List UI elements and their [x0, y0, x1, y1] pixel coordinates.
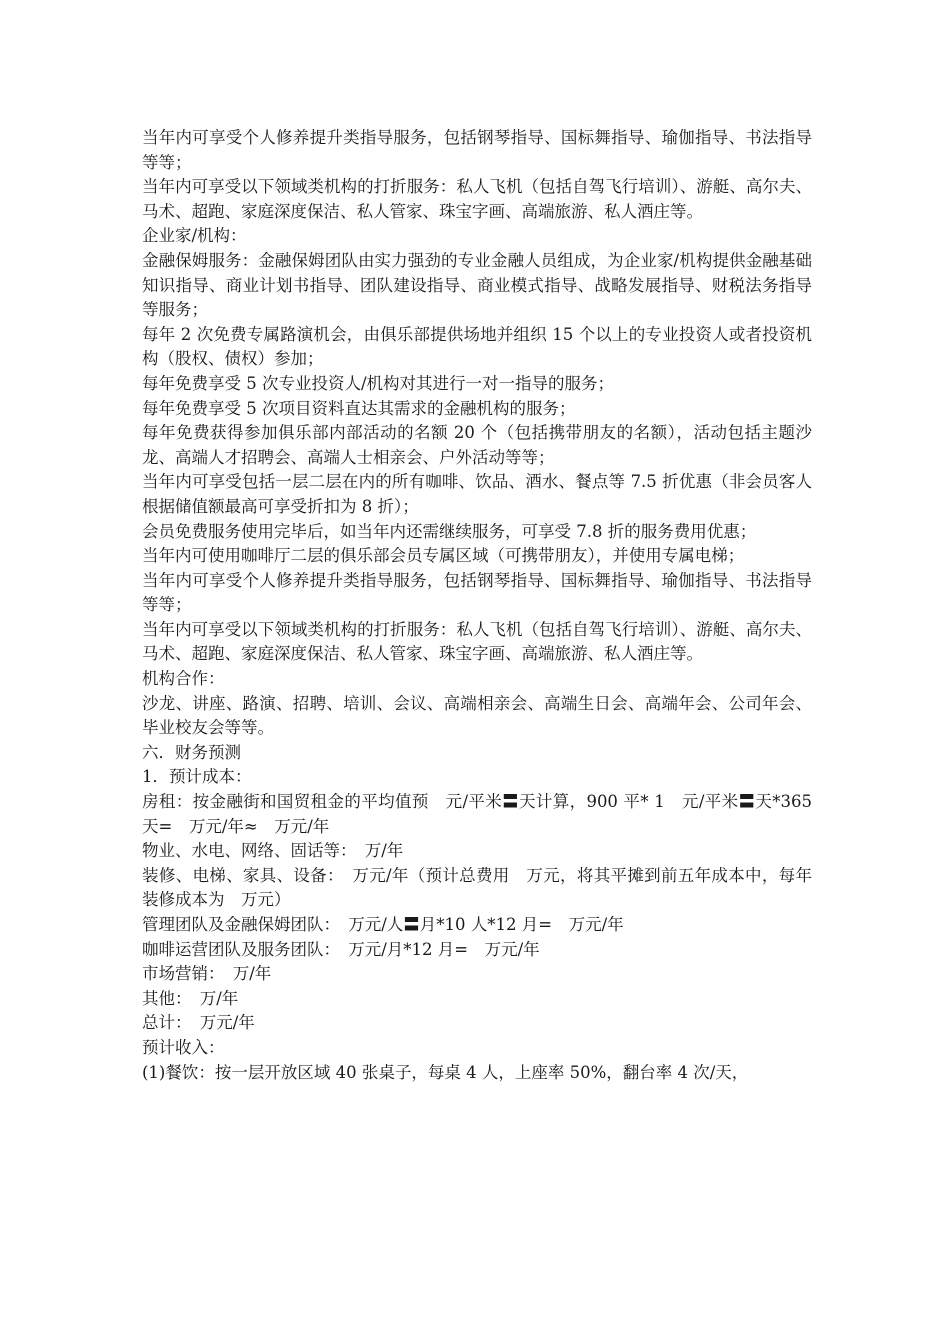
paragraph-project-data: 每年免费享受 5 次项目资料直达其需求的金融机构的服务；: [142, 398, 576, 418]
paragraph-other: 其他： 万/年: [142, 988, 239, 1008]
paragraph-member-area: 当年内可使用咖啡厅二层的俱乐部会员专属区域（可携带朋友），并使用专属电梯；: [142, 546, 745, 566]
paragraph-management-team: 管理团队及金融保姆团队： 万元/人〓月*10 人*12 月= 万元/年: [142, 915, 624, 934]
heading-entrepreneur: 企业家/机构：: [142, 226, 247, 246]
heading-estimated-income: 预计收入：: [142, 1037, 225, 1057]
paragraph-discount-services: 当年内可享受以下领域类机构的打折服务：私人飞机（包括自驾飞行培训）、游艇、高尔夫、马术、超跑、家庭深度保洁、私人管家、珠宝字画、高端旅游、私人酒庄等。: [142, 177, 812, 221]
document-page: [142, 126, 812, 1085]
paragraph-catering: (1)餐饮：按一层开放区域 40 张桌子，每桌 4 人，上座率 50%，翻台率 4 次/天，: [142, 1062, 749, 1082]
paragraph-food-discount: 当年内可享受包括一层二层在内的所有咖啡、饮品、酒水、餐点等 7.5 折优惠（非会员客人根据储值额最高可享受折扣为 8 折）；: [142, 472, 812, 516]
heading-estimated-cost: 1．预计成本：: [142, 767, 252, 787]
paragraph-service-discount: 会员免费服务使用完毕后，如当年内还需继续服务，可享受 7.8 折的服务费用优惠；: [142, 521, 757, 541]
paragraph-club-events: 每年免费获得参加俱乐部内部活动的名额 20 个（包括携带朋友的名额），活动包括主题沙龙、高端人才招聘会、高端人士相亲会、户外活动等等；: [142, 423, 812, 467]
paragraph-property-utilities: 物业、水电、网络、固话等： 万/年: [142, 841, 404, 861]
paragraph-roadshow: 每年 2 次免费专属路演机会，由俱乐部提供场地并组织 15 个以上的专业投资人或者投资机构（股权、债权）参加；: [142, 324, 812, 369]
paragraph-discount-services-2: 当年内可享受以下领域类机构的打折服务：私人飞机（包括自驾飞行培训）、游艇、高尔夫、马术、超跑、家庭深度保洁、私人管家、珠宝字画、高端旅游、私人酒庄等。: [142, 619, 812, 664]
paragraph-cafe-team: 咖啡运营团队及服务团队： 万元/月*12 月= 万元/年: [142, 939, 540, 959]
paragraph-finance-nanny: 金融保姆服务：金融保姆团队由实力强劲的专业金融人员组成，为企业家/机构提供金融基础知识指导、商业计划书指导、团队建设指导、商业模式指导、战略发展指导、财税法务指导等服务；: [142, 250, 812, 320]
paragraph-total: 总计： 万元/年: [142, 1013, 255, 1033]
paragraph-personal-training: 当年内可享受个人修养提升类指导服务，包括钢琴指导、国标舞指导、瑜伽指导、书法指导等等；: [142, 128, 812, 172]
paragraph-investor-guidance: 每年免费享受 5 次专业投资人/机构对其进行一对一指导的服务；: [142, 373, 615, 393]
heading-institution-cooperation: 机构合作：: [142, 669, 225, 689]
paragraph-decoration: 装修、电梯、家具、设备： 万元/年（预计总费用 万元，将其平摊到前五年成本中，每年装修成本为 万元）: [142, 865, 812, 910]
paragraph-rent: 房租：按金融街和国贸租金的平均值预 元/平米〓天计算，900 平* 1 元/平米〓天*365 天= 万元/年≈ 万元/年: [142, 792, 812, 836]
heading-financial-forecast: 六．财务预测: [142, 742, 241, 762]
paragraph-marketing: 市场营销： 万/年: [142, 964, 272, 984]
paragraph-cooperation-list: 沙龙、讲座、路演、招聘、培训、会议、高端相亲会、高端生日会、高端年会、公司年会、毕业校友会等等。: [142, 693, 812, 738]
paragraph-personal-training-2: 当年内可享受个人修养提升类指导服务，包括钢琴指导、国标舞指导、瑜伽指导、书法指导等等；: [142, 570, 812, 615]
